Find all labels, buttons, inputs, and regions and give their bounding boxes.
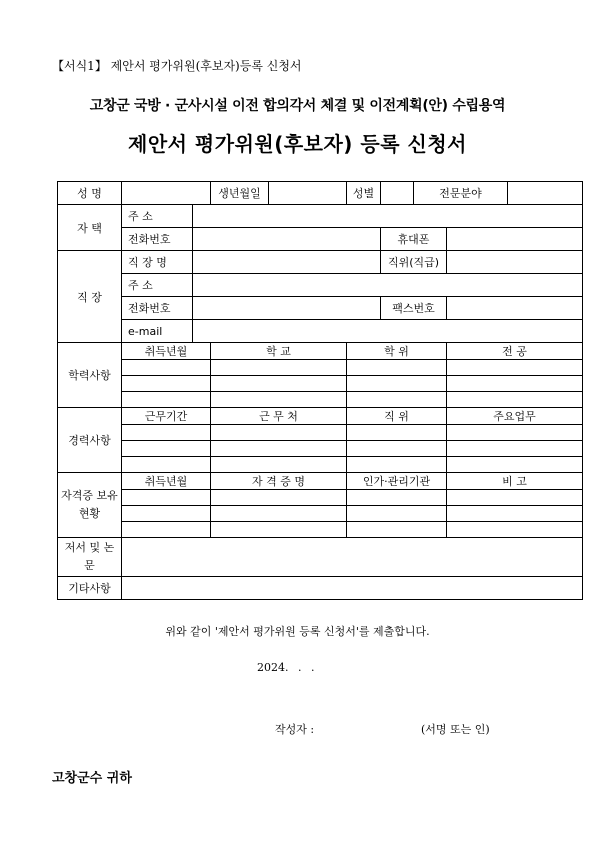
- career-cell[interactable]: [447, 457, 583, 473]
- edu-cell[interactable]: [211, 360, 347, 376]
- edu-cell[interactable]: [347, 392, 447, 408]
- cert-cell[interactable]: [211, 506, 347, 522]
- addressee: 고창군수 귀하: [52, 771, 132, 786]
- books-label: 저서 및 논문: [58, 538, 122, 577]
- books-field[interactable]: [122, 538, 583, 577]
- edu-header-degree: 학 위: [347, 343, 447, 360]
- work-address-field[interactable]: [193, 274, 583, 297]
- cert-header-remarks: 비 고: [447, 473, 583, 490]
- work-name-field[interactable]: [193, 251, 381, 274]
- edu-cell[interactable]: [211, 392, 347, 408]
- cert-section-label: 자격증 보유현황: [58, 473, 122, 538]
- specialty-label: 전문분야: [414, 182, 508, 205]
- career-header-period: 근무기간: [122, 408, 211, 425]
- edu-cell[interactable]: [122, 360, 211, 376]
- email-label: e-mail: [122, 320, 193, 343]
- edu-header-major: 전 공: [447, 343, 583, 360]
- cert-cell[interactable]: [122, 506, 211, 522]
- mobile-label: 휴대폰: [381, 228, 447, 251]
- edu-cell[interactable]: [447, 376, 583, 392]
- submission-date: 2024. . .: [257, 661, 315, 674]
- home-phone-field[interactable]: [193, 228, 381, 251]
- home-section-label: 자 택: [58, 205, 122, 251]
- edu-cell[interactable]: [347, 360, 447, 376]
- career-header-position: 직 위: [347, 408, 447, 425]
- etc-label: 기타사항: [58, 577, 122, 600]
- work-phone-field[interactable]: [193, 297, 381, 320]
- cert-cell[interactable]: [347, 490, 447, 506]
- birth-label: 생년월일: [211, 182, 269, 205]
- cert-cell[interactable]: [447, 522, 583, 538]
- name-row: [58, 182, 583, 205]
- edu-cell[interactable]: [211, 376, 347, 392]
- edu-header-school: 학 교: [211, 343, 347, 360]
- career-cell[interactable]: [447, 441, 583, 457]
- edu-header-date: 취득년월: [122, 343, 211, 360]
- position-label: 직위(직급): [381, 251, 447, 274]
- cert-cell[interactable]: [122, 522, 211, 538]
- career-cell[interactable]: [211, 425, 347, 441]
- cert-cell[interactable]: [211, 490, 347, 506]
- home-phone-label: 전화번호: [122, 228, 193, 251]
- name-label: 성 명: [58, 182, 122, 205]
- career-cell[interactable]: [447, 425, 583, 441]
- career-header-duty: 주요업무: [447, 408, 583, 425]
- cert-header-date: 취득년월: [122, 473, 211, 490]
- document-title: 제안서 평가위원(후보자) 등록 신청서: [128, 132, 467, 156]
- career-section-label: 경력사항: [58, 408, 122, 473]
- cert-cell[interactable]: [447, 506, 583, 522]
- cert-cell[interactable]: [447, 490, 583, 506]
- edu-cell[interactable]: [347, 376, 447, 392]
- position-field[interactable]: [447, 251, 583, 274]
- cert-header-agency: 인가·관리기관: [347, 473, 447, 490]
- mobile-field[interactable]: [447, 228, 583, 251]
- name-field[interactable]: [122, 182, 211, 205]
- cert-cell[interactable]: [122, 490, 211, 506]
- etc-field[interactable]: [122, 577, 583, 600]
- career-cell[interactable]: [347, 457, 447, 473]
- signature-label: (서명 또는 인): [421, 723, 490, 736]
- career-cell[interactable]: [122, 457, 211, 473]
- fax-label: 팩스번호: [381, 297, 447, 320]
- form-number-label: 【서식1】 제안서 평가위원(후보자)등록 신청서: [52, 59, 302, 73]
- edu-cell[interactable]: [122, 376, 211, 392]
- career-header-workplace: 근 무 처: [211, 408, 347, 425]
- education-section-label: 학력사항: [58, 343, 122, 408]
- home-address-field[interactable]: [193, 205, 583, 228]
- career-cell[interactable]: [347, 441, 447, 457]
- writer-label: 작성자 :: [275, 723, 315, 736]
- gender-label: 성별: [347, 182, 381, 205]
- cert-header-name: 자 격 증 명: [211, 473, 347, 490]
- application-form-table: [57, 181, 583, 600]
- career-cell[interactable]: [347, 425, 447, 441]
- work-phone-label: 전화번호: [122, 297, 193, 320]
- cert-cell[interactable]: [347, 506, 447, 522]
- edu-cell[interactable]: [447, 392, 583, 408]
- career-cell[interactable]: [122, 441, 211, 457]
- edu-cell[interactable]: [447, 360, 583, 376]
- career-cell[interactable]: [211, 441, 347, 457]
- cert-cell[interactable]: [211, 522, 347, 538]
- submission-statement: 위와 같이 '제안서 평가위원 등록 신청서'를 제출합니다.: [165, 625, 430, 638]
- career-cell[interactable]: [211, 457, 347, 473]
- career-cell[interactable]: [122, 425, 211, 441]
- fax-field[interactable]: [447, 297, 583, 320]
- work-section-label: 직 장: [58, 251, 122, 343]
- edu-cell[interactable]: [122, 392, 211, 408]
- email-field[interactable]: [193, 320, 583, 343]
- specialty-field[interactable]: [508, 182, 583, 205]
- cert-cell[interactable]: [347, 522, 447, 538]
- project-subtitle: 고창군 국방 · 군사시설 이전 합의각서 체결 및 이전계획(안) 수립용역: [89, 98, 506, 114]
- work-name-label: 직 장 명: [122, 251, 193, 274]
- gender-field[interactable]: [381, 182, 414, 205]
- home-address-label: 주 소: [122, 205, 193, 228]
- birth-field[interactable]: [269, 182, 347, 205]
- work-address-label: 주 소: [122, 274, 193, 297]
